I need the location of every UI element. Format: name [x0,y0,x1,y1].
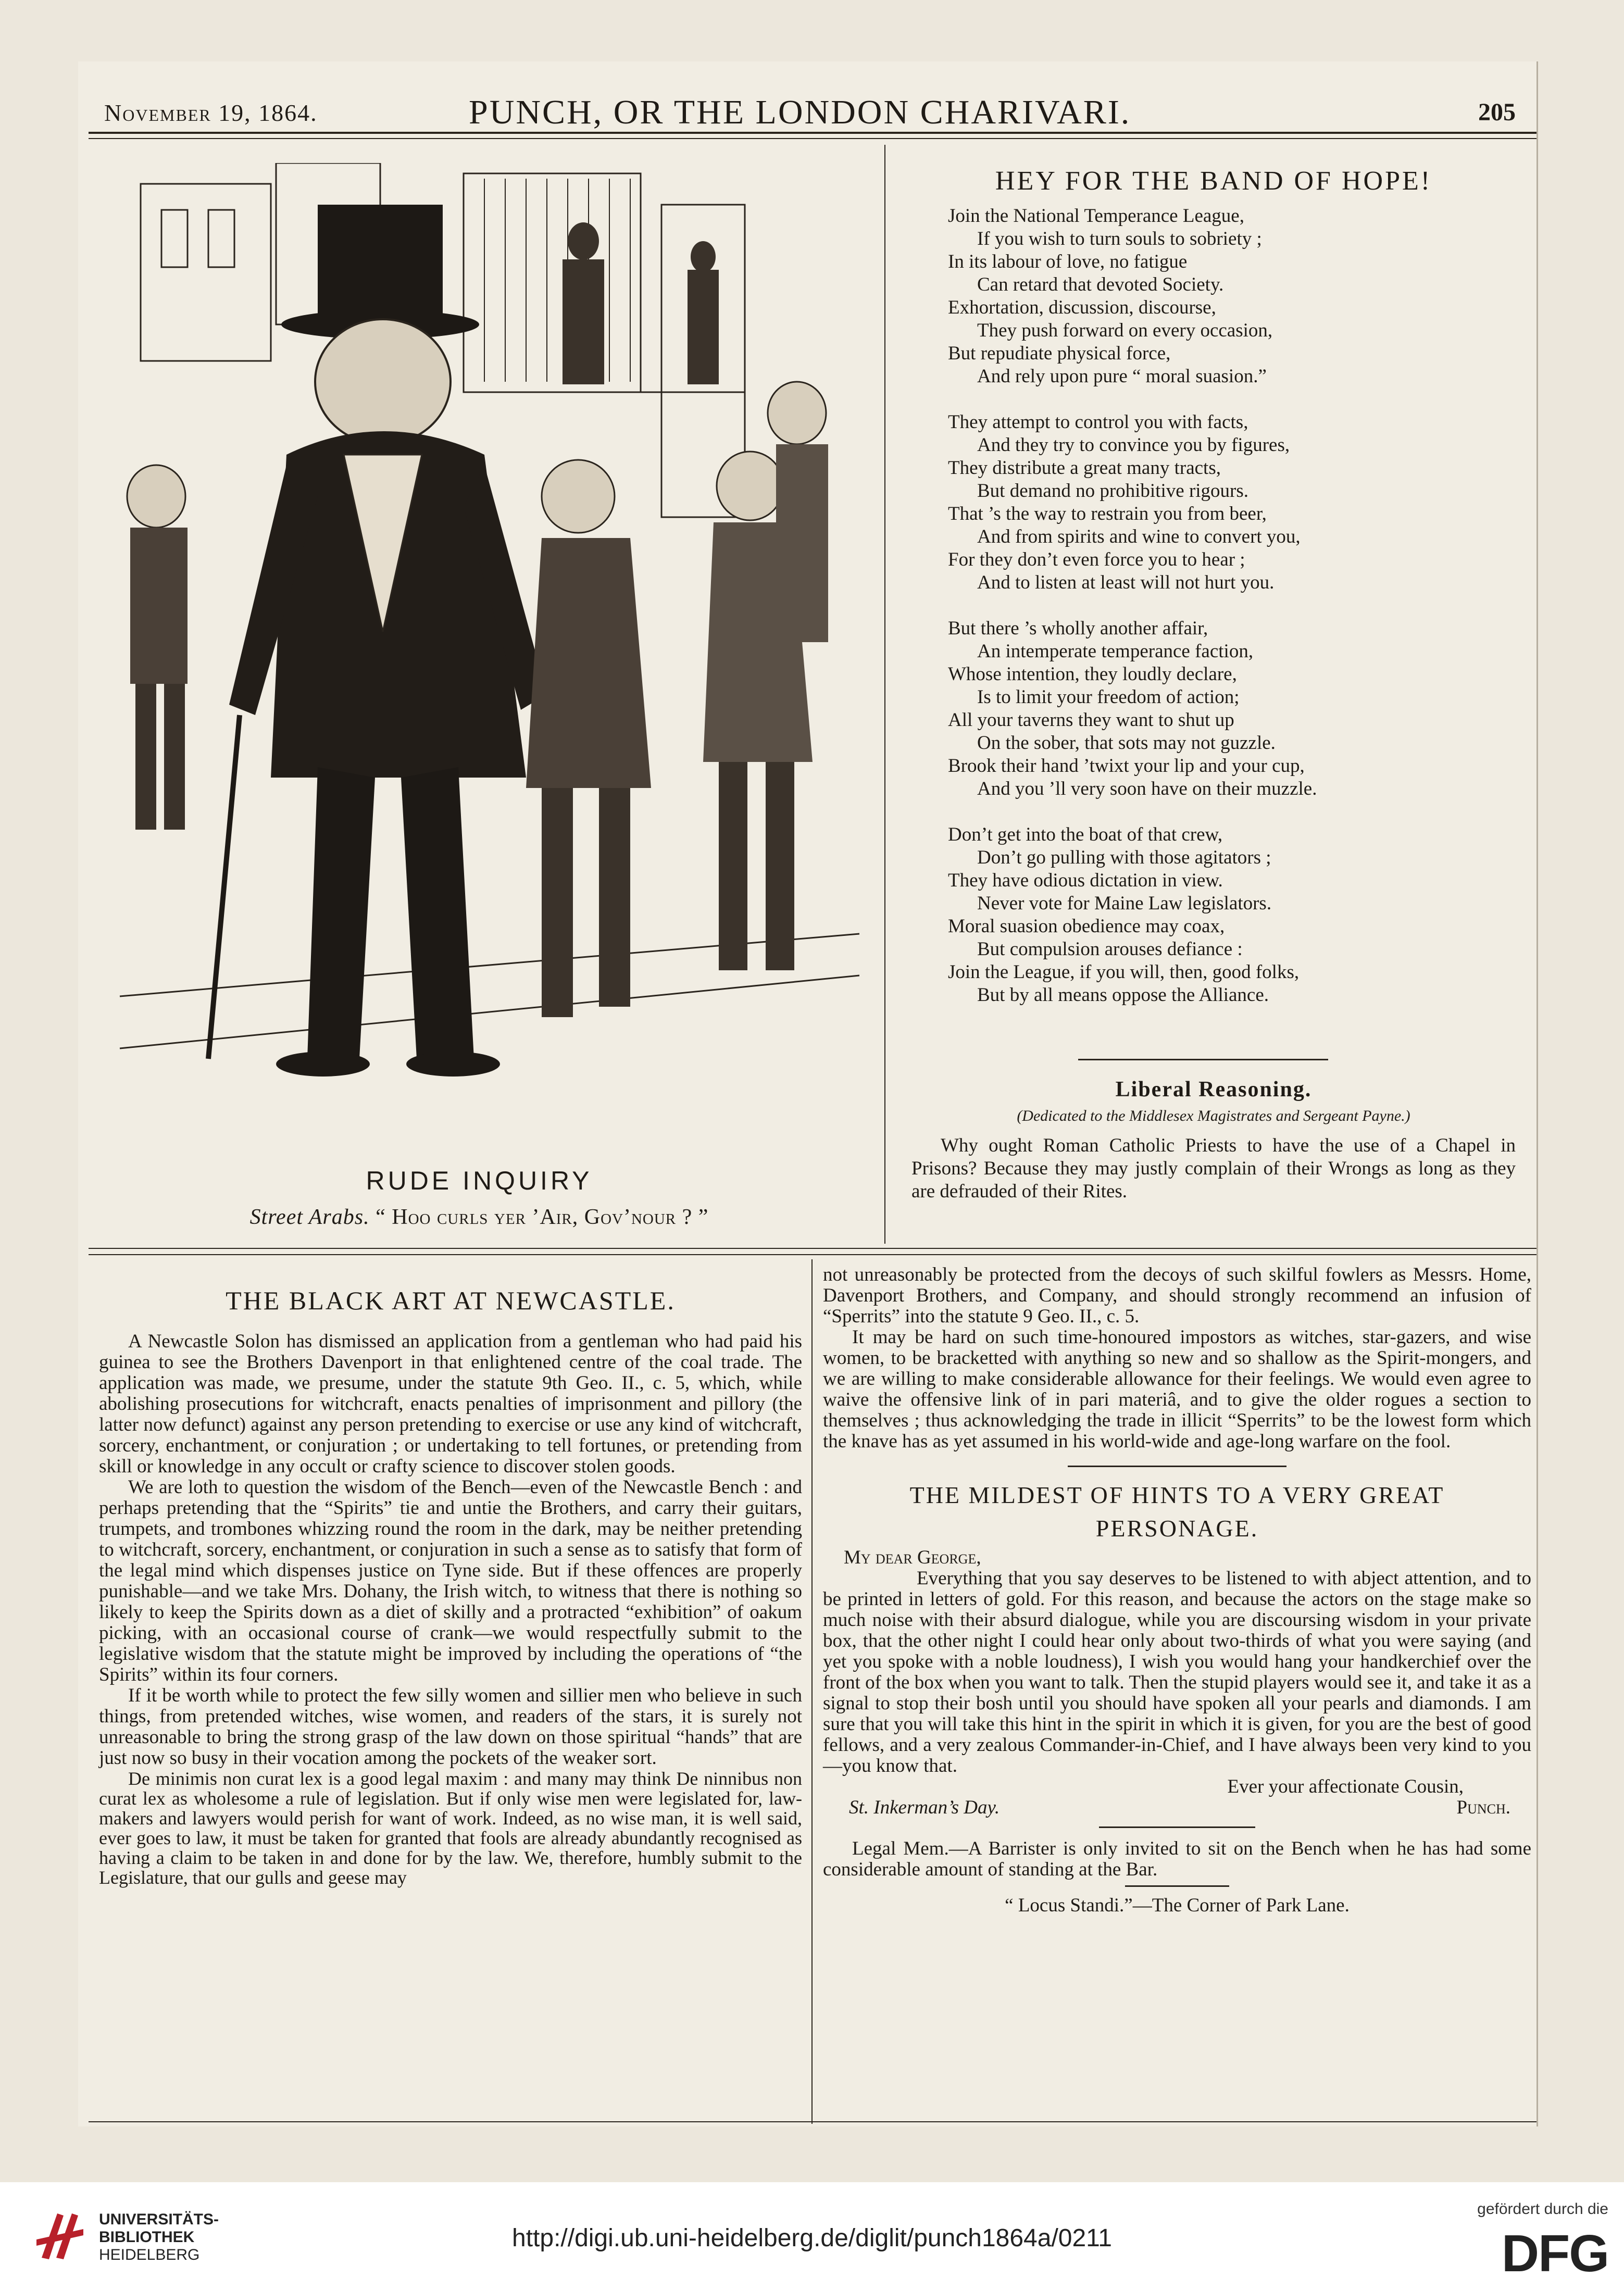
poem-line: For they don’t even force you to hear ; [948,549,1245,570]
library-line: UNIVERSITÄTS- [99,2211,219,2228]
right-bottom-column [823,1265,1531,1917]
source-url-link[interactable]: http://digi.ub.uni-heidelberg.de/diglit/punch1864a/0211 [512,2224,1112,2252]
poem-line: Don’t get into the boat of that crew, [948,824,1223,845]
page [78,61,1538,2126]
black-art-paragraph: We are loth to question the wisdom of the Bench—even of the Newcastle Bench : and perhaps pretending that the “Spirits” tie and untie the Brothers, and carry their guitars, trumpets, and trombones whizzing round the room in the dark, may be neither pretending to witchcraft, sorcery, enchantment, or conjuration in such a sense as to satisfy that form of the legal mind which dispenses justice on Tyne side. But if these offences are properly punishable—and we take Mrs. Dohany, the Irish witch, to witness that there is nothing so likely to keep the Spirits down as a diet of skilly and a protracted “exhibition” of oakum picking, with an occasional course of crank—we would respectfully submit to the legislative wisdom that the statute might be improved by including the operations of “the Spirits” within its four corners. [99,1476,802,1685]
library-line: HEIDELBERG [99,2246,200,2263]
legal-mem: Legal Mem.—A Barrister is only invited to sit on the Bench when he has had some considerable amount of standing at the Bar. [823,1838,1531,1880]
poem-body [948,205,1542,1030]
funded-by-label: gefördert durch die [1477,2200,1608,2218]
library-line: BIBLIOTHEK [99,2229,195,2246]
stanza [948,617,1542,800]
divider-rule [1099,1826,1255,1828]
liberal-dedication: (Dedicated to the Middlesex Magistrates and Sergeant Payne.) [1017,1107,1410,1124]
poem-line: On the sober, that sots may not guzzle. [977,732,1276,754]
black-art-continued: It may be hard on such time-honoured impostors as witches, star-gazers, and wise women, to be bracketted with anything so new and so shallow as the Spirit-mongers, and we are willing to make considerable allowance for their feelings. We would even agree to waive the offensive link of in pari materiâ, and to give the older rogues a section to themselves ; thus acknowledging the trade in illicit “Sperrits” to be the lowest form which the knave has as yet assumed in his world-wide and age-long warfare on the fool. [823,1327,1531,1452]
mildest-body: Everything that you say deserves to be listened to with abject attention, and to be printed in letters of gold. For this reason, and because the actors on the stage make so much noise with their absurd dialogue, while you are discoursing wisdom in your private box, that the other night I could hear only about two-thirds of what you were saying (and yet you spoke with a noble loudness), I wish you would hang your handkerchief over the front of the box when you want to talk. Then the stupid players would see it, and take it as a signal to stop their bosh until you should have spoken all your pearls and diamonds. I am sure that you will take this hint in the spirit in which it is given, for you are the best of good fellows, and a very zealous Commander-in-Chief, and I have always been very kind to you—you know that. [823,1568,1531,1776]
poem-line: An intemperate temperance faction, [977,641,1254,662]
cartoon-illustration [99,163,859,1080]
black-art-column [99,1285,802,1887]
poem-line: They push forward on every occasion, [977,320,1273,341]
engraving-image [99,163,859,1080]
poem-line: That ’s the way to restrain you from beer, [948,503,1267,524]
poem-line: But by all means oppose the Alliance. [977,984,1269,1006]
caption-quote: “ Hoo curls yer ’Air, Gov’nour ? ” [376,1205,709,1229]
header-date: November 19, 1864. [104,99,318,126]
black-art-paragraph: If it be worth while to protect the few silly women and sillier men who believe in such things, from pretended witches, wise women, and readers of the stars, it is surely not unreasonable to bring the strong grasp of the law down on those spiritual “hands” that are just now so busy in their vocation among the pockets of the weaker sort. [99,1685,802,1769]
poem-line: All your taverns they want to shut up [948,709,1234,731]
digitization-footer [0,2182,1624,2290]
black-art-paragraph: A Newcastle Solon has dismissed an application from a gentleman who had paid his guinea to see the Brothers Davenport in that enlightened centre of the coal trade. The application was made, we presume, under the statute 9th Geo. II., c. 5, which, while abolishing prosecutions for witchcraft, enacts penalties of imprisonment and pillory (the latter now defunct) against any person pretending to exercise or use any kind of witchcraft, sorcery, enchantment, or conjuration ; or undertaking to tell fortunes, or pretending from skill or knowledge in any occult or crafty science to discover stolen goods. [99,1331,802,1477]
running-head [94,93,1536,134]
poem-line: If you wish to turn souls to sobriety ; [977,228,1262,249]
page-bottom-rule [89,2121,1536,2122]
poem-line: But there ’s wholly another affair, [948,618,1208,639]
poem-line: They have odious dictation in view. [948,870,1223,891]
poem-end-rule [1078,1059,1328,1060]
mildest-title-line-2: PERSONAGE. [1095,1515,1259,1542]
column-divider-top [884,145,885,1244]
liberal-body: Why ought Roman Catholic Priests to have the use of a Chapel in Prisons? Because they may justly complain of their Wrongs as long as they are defrauded of their Rites. [911,1135,1516,1202]
poem-line: Join the National Temperance League, [948,205,1244,227]
poem-title: HEY FOR THE BAND OF HOPE! [995,166,1432,196]
poem-line: And from spirits and wine to convert you, [977,526,1301,547]
page-number: 205 [1478,98,1516,126]
poem-line: Is to limit your freedom of action; [977,686,1240,708]
letter-closing: Ever your affectionate Cousin, [1227,1776,1464,1797]
poem-line: Join the League, if you will, then, good folks, [948,961,1300,983]
letter-salutation: My dear George, [844,1547,981,1568]
poem-line: And they try to convince you by figures, [977,434,1290,456]
poem-line: Never vote for Maine Law legislators. [977,893,1272,914]
divider-rule [1068,1466,1286,1467]
poem-line: Moral suasion obedience may coax, [948,916,1225,937]
poem-line: Brook their hand ’twixt your lip and your cup, [948,755,1305,777]
mildest-title-line-1: THE MILDEST OF HINTS TO A VERY GREAT [909,1482,1445,1508]
liberal-title: Liberal Reasoning. [1115,1078,1312,1102]
section-rule-2 [89,1254,1536,1255]
letter-place: St. Inkerman’s Day. [849,1797,1000,1818]
stanza [948,823,1542,1007]
poem-line: But compulsion arouses defiance : [977,938,1243,960]
column-divider-bottom [811,1259,813,2124]
head-rule-thin [89,138,1536,139]
cartoon-caption [99,1205,859,1230]
poem-line: In its labour of love, no fatigue [948,251,1188,272]
stanza [948,205,1542,388]
poem-line: Exhortation, discussion, discourse, [948,297,1216,318]
poem-line: But repudiate physical force, [948,343,1171,364]
poem-line: Don’t go pulling with those agitators ; [977,847,1271,868]
stanza [948,411,1542,594]
head-rule [89,132,1536,134]
black-art-title: THE BLACK ART AT NEWCASTLE. [226,1286,676,1315]
poem-line: Whose intention, they loudly declare, [948,664,1237,685]
poem-line: And rely upon pure “ moral suasion.” [977,366,1267,387]
letter-signature-line [823,1797,1531,1820]
divider-rule [1125,1885,1229,1887]
poem-line: They distribute a great many tracts, [948,457,1221,479]
poem-line: And to listen at least will not hurt you. [977,572,1275,593]
poem-line: And you ’ll very soon have on their muzzle. [977,778,1317,799]
section-rule [89,1248,1536,1249]
dfg-logo: DFG [1501,2224,1608,2283]
locus-standi: “ Locus Standi.”—The Corner of Park Lane. [1005,1895,1350,1916]
poem-line: They attempt to control you with facts, [948,411,1248,433]
cartoon-title: RUDE INQUIRY [366,1166,593,1195]
poem-line: Can retard that devoted Society. [977,274,1224,295]
letter-signature: Punch. [1456,1797,1510,1818]
caption-speaker: Street Arabs. [249,1205,370,1229]
black-art-paragraph: De minimis non curat lex is a good legal maxim : and many may think De ninnibus non curat lex as wholesome a rule of legislation. But if only wise men were legislated for, law-makers and lawyers would perish for want of work. Indeed, as no wise man, it is well said, ever goes to law, it must be taken for granted that fools are already abundantly recognised as having a claim to be taken in and done for by the law. We, therefore, humbly submit to the Legislature, that our gulls and geese may [99,1768,802,1888]
header-title: PUNCH, OR THE LONDON CHARIVARI. [469,93,1131,131]
black-art-continued: not unreasonably be protected from the decoys of such skilful fowlers as Messrs. Home, Davenport Brothers, and Company, and should strongly recommend an infusion of “Sperrits” into the statute 9 Geo. II., c. 5. [823,1264,1531,1327]
poem-line: But demand no prohibitive rigours. [977,480,1249,502]
